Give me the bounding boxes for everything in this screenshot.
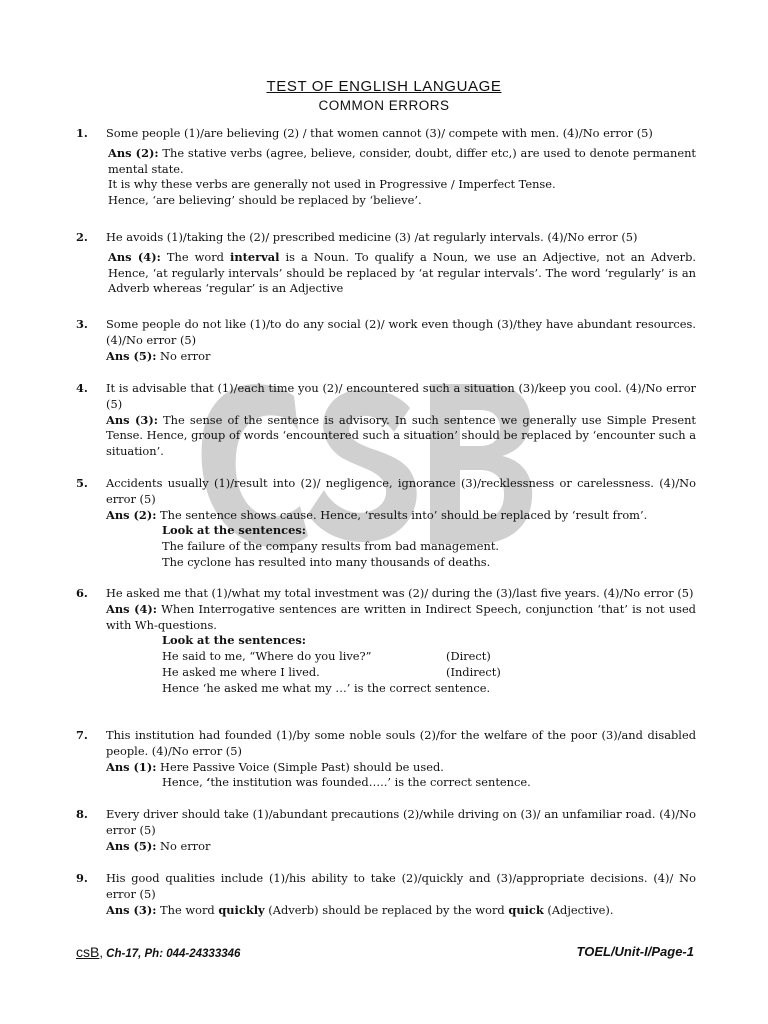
question-number: 6. (76, 586, 88, 600)
answer-block (106, 602, 696, 697)
question-number: 8. (76, 807, 88, 821)
look-heading: Look at the sentences: (162, 523, 306, 538)
example-row (162, 665, 696, 681)
answer-label: Ans (4): (108, 249, 161, 264)
question-text: His good qualities include (1)/his ability to take (2)/quickly and (3)/appropriate decisions. (4)/ No error (5) (106, 871, 696, 901)
question-text: He asked me that (1)/what my total investment was (2)/ during the (3)/last five years. (4)/No error (5) (106, 586, 694, 600)
question-item (76, 728, 696, 791)
keyword: quick (508, 902, 544, 917)
answer-text: The sentence shows cause. Hence, ‘results into’ should be replaced by ‘result from’. (156, 507, 648, 522)
answer-block (108, 146, 696, 209)
question-number: 5. (76, 476, 88, 490)
question-item (76, 871, 696, 918)
conclusion: Hence ‘he asked me what my …’ is the correct sentence. (162, 680, 491, 695)
speech-type: (Direct) (446, 649, 491, 664)
answer-label: Ans (5): (106, 348, 157, 363)
answer-text: No error (156, 348, 211, 363)
page-number: TOEL/Unit-I/Page-1 (576, 944, 694, 959)
example-sentence: He asked me where I lived. (162, 664, 320, 679)
footer-left: csB, Ch-17, Ph: 044-24333346 (76, 944, 241, 960)
question-item (76, 586, 696, 697)
answer-text: The sense of the sentence is advisory. In such sentence we generally use Simple Present Tense. Hence, group of words ‘encountered such a situation’ should be replaced by ‘encounter such a situation’. (106, 412, 696, 459)
answer-block (106, 760, 696, 792)
question-text: Accidents usually (1)/result into (2)/ negligence, ignorance (3)/recklessness or carelessness. (4)/No error (5) (106, 476, 696, 506)
question-number: 3. (76, 317, 88, 331)
keyword: quickly (218, 902, 265, 917)
footer-brand: csB (76, 944, 100, 960)
footer-contact: Ch-17, Ph: 044-24333346 (102, 948, 241, 960)
question-text: Some people do not like (1)/to do any social (2)/ work even though (3)/they have abundant resources. (4)/No error (5) (106, 317, 696, 347)
example-sentence: He said to me, “Where do you live?” (162, 649, 372, 664)
example-sentence: The failure of the company results from bad management. (162, 539, 500, 554)
answer-line: Hence, ‘are believing’ should be replaced by ‘believe’. (108, 193, 422, 208)
question-text: This institution had founded (1)/by some noble souls (2)/for the welfare of the poor (3)/and disabled people. (4)/No error (5) (106, 728, 696, 758)
answer-text: The stative verbs (agree, believe, consider, doubt, differ etc,) are used to denote permanent mental state. (108, 145, 696, 176)
question-number: 4. (76, 381, 88, 395)
question-item (76, 230, 696, 297)
question-text: Every driver should take (1)/abundant precautions (2)/while driving on (3)/ an unfamiliar road. (4)/No error (5) (106, 807, 696, 837)
answer-block (106, 413, 696, 460)
question-item (76, 381, 696, 460)
question-number: 7. (76, 728, 88, 742)
answer-label: Ans (3): (106, 902, 157, 917)
answer-block: Ans (3): The word quickly (Adverb) should be replaced by the word quick (Adjective). (106, 902, 614, 917)
answer-line: It is why these verbs are generally not used in Progressive / Imperfect Tense. (108, 177, 556, 192)
answer-block (106, 349, 696, 365)
question-text: Some people (1)/are believing (2) / that women cannot (3)/ compete with men. (4)/No error (5) (106, 126, 653, 140)
keyword: interval (230, 249, 280, 264)
question-number: 9. (76, 871, 88, 885)
look-heading: Look at the sentences: (162, 633, 306, 648)
question-number: 1. (76, 126, 88, 140)
question-item (76, 317, 696, 364)
question-text: It is advisable that (1)/each time you (2)/ encountered such a situation (3)/keep you cool. (4)/No error (5) (106, 381, 696, 411)
answer-block: Ans (4): The word interval is a Noun. To qualify a Noun, we use an Adjective, not an Adverb. Hence, ‘at regularly intervals’ should be replaced by ‘at regular intervals’. The word ‘regularly’ is an Adverb whereas ‘regular’ is an Adjective (108, 249, 696, 296)
answer-label: Ans (4): (106, 601, 157, 616)
question-text: He avoids (1)/taking the (2)/ prescribed medicine (3) /at regularly intervals. (4)/No error (5) (106, 230, 638, 244)
answer-label: Ans (5): (106, 838, 157, 853)
page-subtitle: COMMON ERRORS (318, 98, 450, 113)
answer-block (106, 508, 696, 571)
example-sentence: The cyclone has resulted into many thousands of deaths. (162, 554, 491, 569)
question-item (76, 807, 696, 854)
answer-block (106, 839, 696, 855)
question-number: 2. (76, 230, 88, 244)
question-item (76, 126, 696, 209)
answer-label: Ans (3): (106, 412, 158, 427)
speech-type: (Indirect) (446, 664, 501, 679)
answer-text: No error (156, 838, 211, 853)
page-title: TEST OF ENGLISH LANGUAGE (266, 78, 502, 95)
example-row (162, 649, 696, 665)
answer-text: When Interrogative sentences are written in Indirect Speech, conjunction ‘that’ is not used with Wh-questions. (106, 601, 696, 632)
conclusion: Hence, ‘the institution was founded…..’ is the correct sentence. (162, 775, 531, 790)
answer-text: Here Passive Voice (Simple Past) should be used. (156, 759, 444, 774)
answer-label: Ans (1): (106, 759, 157, 774)
answer-label: Ans (2): (106, 507, 157, 522)
answer-label: Ans (2): (108, 145, 159, 160)
question-item (76, 476, 696, 571)
